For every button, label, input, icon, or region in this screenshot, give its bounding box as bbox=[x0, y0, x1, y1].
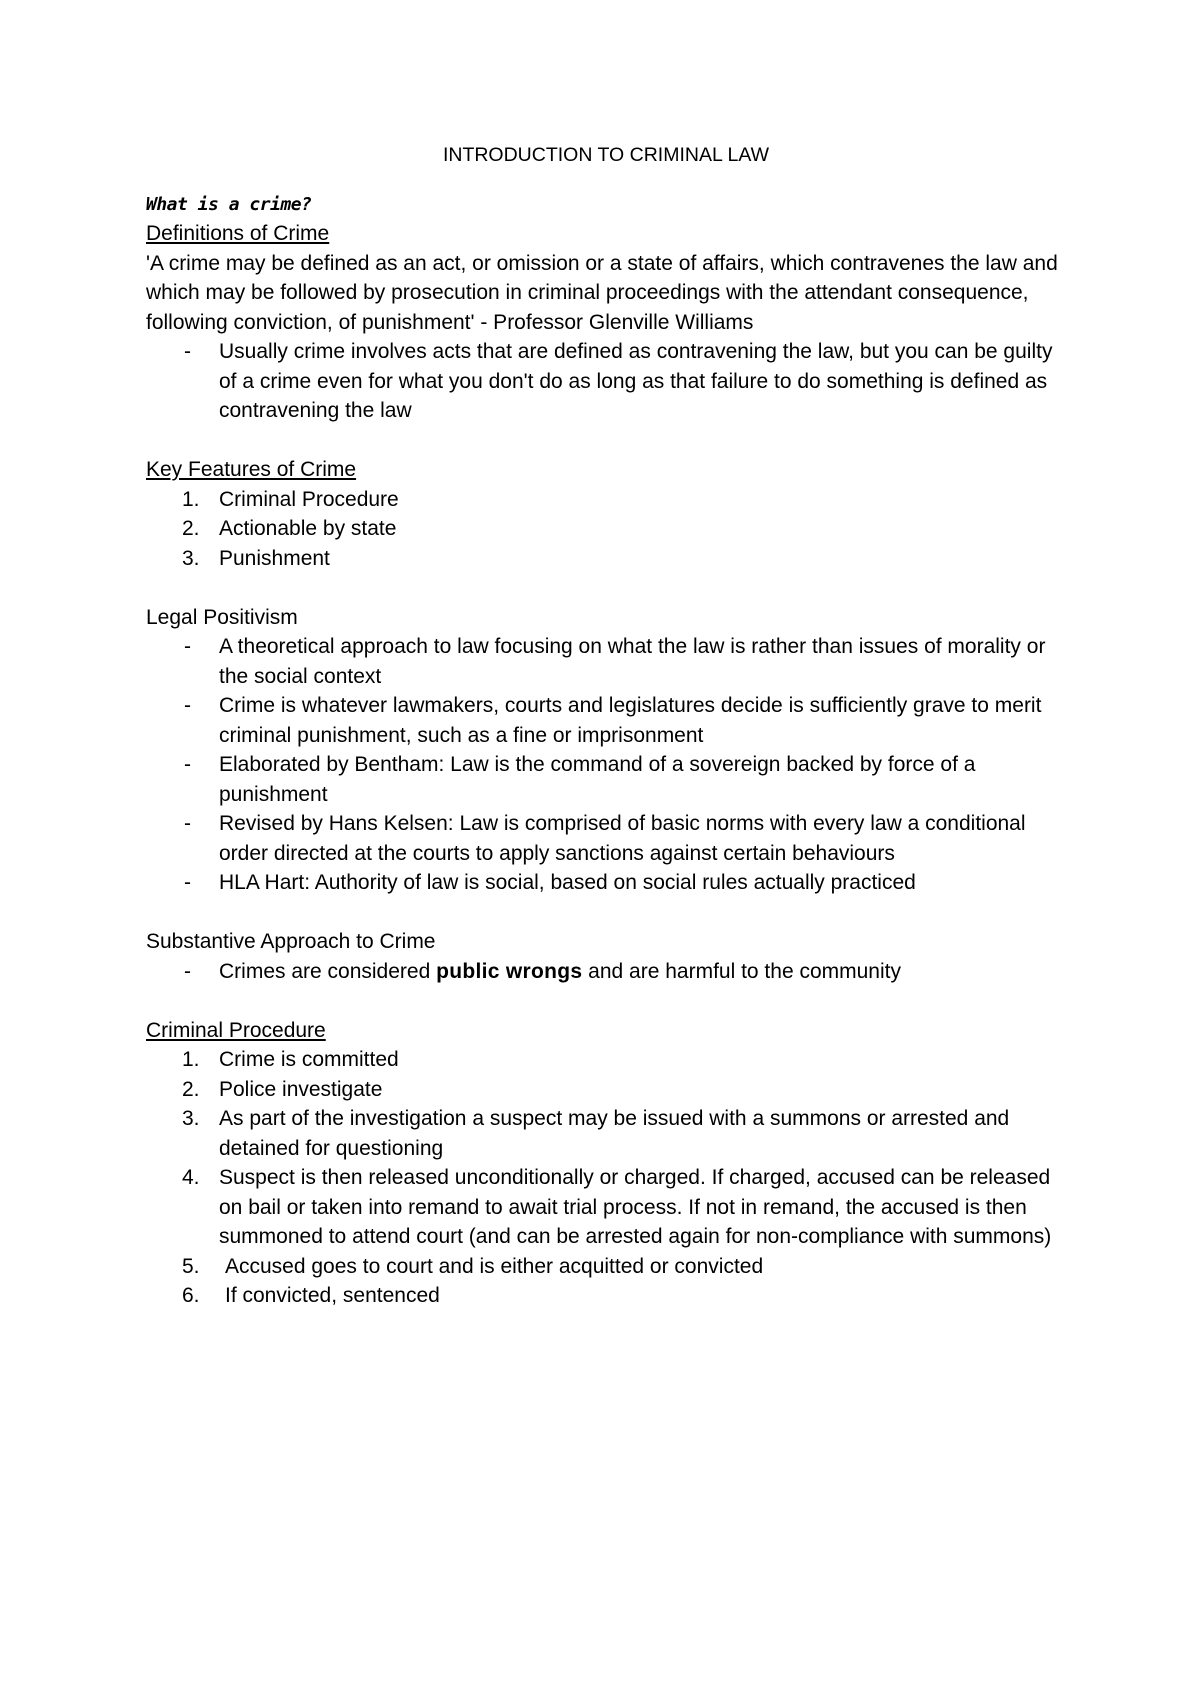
list-item-text: Crime is committed bbox=[219, 1048, 399, 1071]
criminal-procedure-list bbox=[146, 1045, 1066, 1311]
definitions-heading: Definitions of Crime bbox=[146, 222, 330, 245]
criminal-procedure-heading: Criminal Procedure bbox=[146, 1018, 326, 1042]
list-number: 1. bbox=[182, 487, 200, 511]
bold-term: public wrongs bbox=[436, 959, 583, 983]
list-item bbox=[146, 1281, 1066, 1311]
list-item bbox=[146, 1104, 1066, 1163]
list-item-text: Punishment bbox=[219, 546, 330, 570]
list-item bbox=[146, 337, 1066, 426]
dash-marker: - bbox=[184, 812, 191, 835]
dash-marker: - bbox=[184, 635, 191, 658]
list-item-text: Revised by Hans Kelsen: Law is comprised of basic norms with every law a conditional order directed at the courts to apply sanctions against certain behaviours bbox=[219, 812, 1026, 865]
list-item-text: Crime is whatever lawmakers, courts and legislatures decide is sufficiently grave to merit criminal punishment, such as a fine or imprisonment bbox=[219, 694, 1042, 747]
substantive-approach-heading: Substantive Approach to Crime bbox=[146, 930, 436, 953]
document-body bbox=[146, 140, 1066, 1311]
list-item-text: HLA Hart: Authority of law is social, based on social rules actually practiced bbox=[219, 871, 916, 894]
handwritten-subtitle: What is a crime? bbox=[146, 194, 312, 215]
list-item bbox=[146, 514, 1066, 544]
list-item bbox=[146, 691, 1066, 750]
list-item-text: Accused goes to court and is either acquitted or convicted bbox=[225, 1254, 764, 1278]
list-item bbox=[146, 1045, 1066, 1075]
list-item bbox=[146, 544, 1066, 574]
key-features-list bbox=[146, 485, 1066, 574]
williams-quote: 'A crime may be defined as an act, or omission or a state of affairs, which contravenes the law and which may be followed by prosecution in criminal proceedings with the attendant consequence, following conviction, of punishment' - Professor Glenville Williams bbox=[146, 251, 1058, 334]
list-item-text: Elaborated by Bentham: Law is the command of a sovereign backed by force of a punishment bbox=[219, 753, 976, 806]
list-number: 4. bbox=[182, 1166, 200, 1189]
list-item-text: Criminal Procedure bbox=[219, 487, 399, 511]
list-item-text: Police investigate bbox=[219, 1077, 383, 1101]
list-item bbox=[146, 632, 1066, 691]
key-features-heading: Key Features of Crime bbox=[146, 458, 357, 481]
dash-marker: - bbox=[184, 959, 191, 983]
list-item bbox=[146, 485, 1066, 515]
list-item bbox=[146, 868, 1066, 898]
document-title: INTRODUCTION TO CRIMINAL LAW bbox=[442, 144, 770, 166]
list-number: 1. bbox=[182, 1048, 200, 1071]
list-number: 6. bbox=[182, 1284, 200, 1307]
list-number: 5. bbox=[182, 1254, 200, 1278]
dash-marker: - bbox=[184, 694, 191, 717]
definitions-bullet-list bbox=[146, 337, 1066, 426]
list-item-text: A theoretical approach to law focusing on what the law is rather than issues of morality or the social context bbox=[219, 635, 1046, 688]
substantive-approach-list bbox=[146, 957, 1066, 987]
list-item-text: If convicted, sentenced bbox=[225, 1284, 440, 1307]
legal-positivism-heading: Legal Positivism bbox=[146, 605, 298, 629]
list-item-text: Usually crime involves acts that are defined as contravening the law, but you can be guilty of a crime even for what you don't do as long as that failure to do something is defined as contravening the law bbox=[219, 340, 1053, 422]
list-item-text bbox=[219, 960, 901, 983]
text-before-bold: Crimes are considered bbox=[219, 959, 437, 983]
dash-marker: - bbox=[184, 753, 191, 776]
list-item-text: Suspect is then released unconditionally or charged. If charged, accused can be released on bail or taken into remand to await trial process. If not in remand, the accused is then summoned to attend court (and can be arrested again for non-compliance with summons) bbox=[219, 1166, 1052, 1248]
list-number: 3. bbox=[182, 546, 200, 570]
list-number: 3. bbox=[182, 1107, 200, 1130]
list-number: 2. bbox=[182, 1077, 200, 1101]
dash-marker: - bbox=[184, 340, 191, 363]
dash-marker: - bbox=[184, 871, 191, 894]
legal-positivism-list bbox=[146, 632, 1066, 898]
list-item bbox=[146, 1252, 1066, 1282]
list-item bbox=[146, 957, 1066, 987]
text-after-bold: and are harmful to the community bbox=[582, 959, 901, 983]
list-item-text: As part of the investigation a suspect may be issued with a summons or arrested and detained for questioning bbox=[219, 1107, 1010, 1160]
list-item-text: Actionable by state bbox=[219, 517, 397, 540]
list-item bbox=[146, 809, 1066, 868]
list-number: 2. bbox=[182, 517, 200, 540]
list-item bbox=[146, 1163, 1066, 1252]
list-item bbox=[146, 750, 1066, 809]
list-item bbox=[146, 1075, 1066, 1105]
